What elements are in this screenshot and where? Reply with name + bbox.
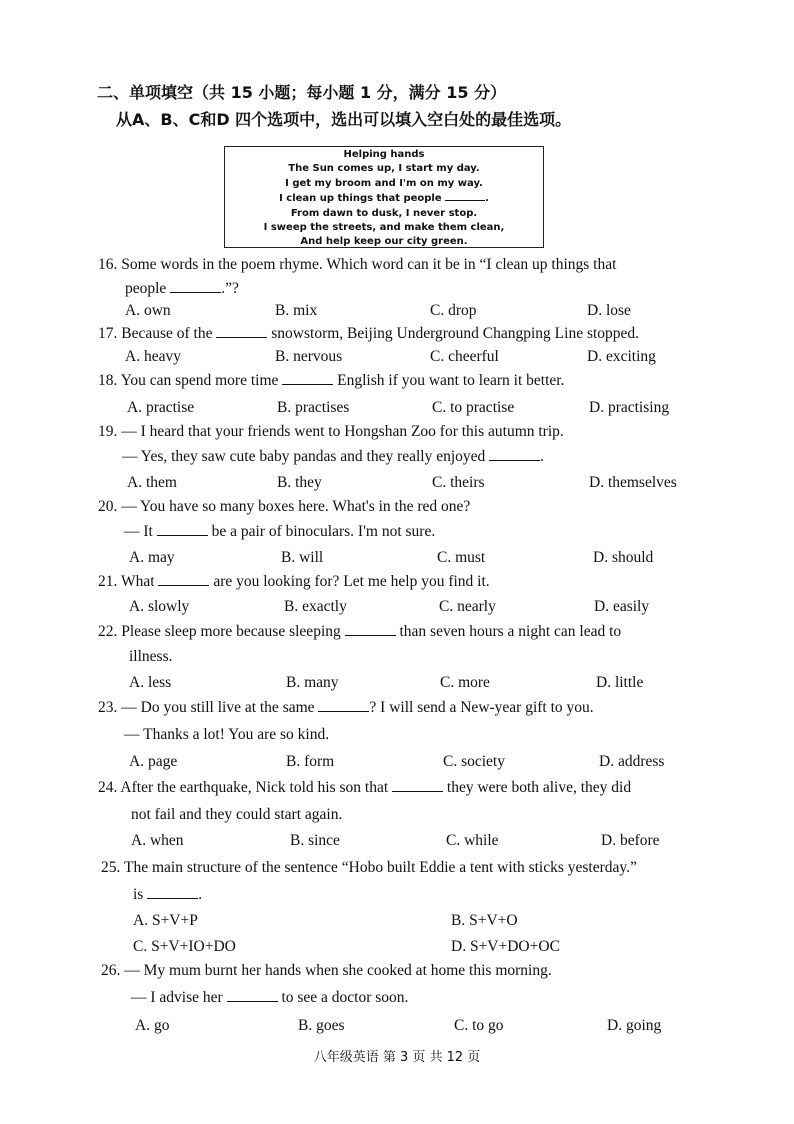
question-stem: 21. What are you looking for? Let me help you find it. xyxy=(98,573,490,590)
question-number: 21. xyxy=(98,573,121,590)
answer-option: C. to practise xyxy=(432,399,515,416)
answer-option: B. will xyxy=(281,549,324,566)
answer-option: A. S+V+P xyxy=(133,912,198,929)
poem-line: I get my broom and I'm on my way. xyxy=(285,177,483,189)
question-stem-continued: not fail and they could start again. xyxy=(131,806,343,823)
answer-option: B. exactly xyxy=(284,598,347,615)
answer-option: C. while xyxy=(446,832,499,849)
poem-line: From dawn to dusk, I never stop. xyxy=(290,207,478,219)
answer-blank xyxy=(489,448,540,461)
question-stem: 20. — You have so many boxes here. What's in the red one? xyxy=(98,498,471,515)
answer-option: D. little xyxy=(596,674,644,691)
answer-blank xyxy=(157,523,208,536)
question-stem: 18. You can spend more time English if you want to learn it better. xyxy=(98,372,565,389)
question-stem: 23. — Do you still live at the same ? I will send a New-year gift to you. xyxy=(98,699,594,716)
answer-option: B. form xyxy=(286,753,335,770)
question-stem: 22. Please sleep more because sleeping than seven hours a night can lead to xyxy=(98,623,622,640)
answer-option: D. before xyxy=(601,832,660,849)
answer-option: D. lose xyxy=(587,302,631,319)
poem-line: I sweep the streets, and make them clean, xyxy=(263,222,505,234)
poem-line: And help keep our city green. xyxy=(300,236,468,248)
answer-blank xyxy=(147,886,198,899)
answer-option: C. to go xyxy=(454,1017,504,1034)
answer-option: A. page xyxy=(129,753,178,770)
answer-blank xyxy=(282,372,333,385)
answer-option: C. society xyxy=(443,753,505,770)
answer-blank xyxy=(158,573,209,586)
answer-option: B. since xyxy=(290,832,340,849)
question-number: 24. xyxy=(98,779,121,796)
answer-option: B. practises xyxy=(277,399,350,416)
question-number: 22. xyxy=(98,623,122,640)
answer-option: A. may xyxy=(129,549,175,566)
question-number: 16. xyxy=(98,256,122,273)
poem-box xyxy=(224,146,544,248)
answer-option: B. goes xyxy=(298,1017,345,1034)
answer-option: C. must xyxy=(437,549,486,566)
question-number: 23. xyxy=(98,699,122,716)
answer-option: D. going xyxy=(607,1017,662,1034)
question-stem-continued: people .”? xyxy=(125,280,239,297)
answer-option: D. S+V+DO+OC xyxy=(451,938,560,955)
poem-title: Helping hands xyxy=(343,149,425,160)
question-number: 26. xyxy=(101,962,125,979)
question-stem-continued: — It be a pair of binoculars. I'm not sure. xyxy=(124,523,436,540)
question-stem-continued: — Thanks a lot! You are so kind. xyxy=(124,726,330,743)
answer-option: A. slowly xyxy=(129,598,190,615)
section-instruction: 从A、B、C和D 四个选项中，选出可以填入空白处的最佳选项。 xyxy=(116,110,572,129)
answer-option: C. more xyxy=(440,674,490,691)
section-title: 二、单项填空（共 15 小题；每小题 1 分，满分 15 分） xyxy=(97,83,507,102)
answer-option: C. drop xyxy=(430,302,477,319)
answer-option: C. S+V+IO+DO xyxy=(133,938,236,955)
answer-option: B. mix xyxy=(275,302,318,319)
question-stem: 25. The main structure of the sentence “Hobo built Eddie a tent with sticks yesterday.” xyxy=(101,859,637,876)
answer-option: A. less xyxy=(129,674,172,691)
answer-blank xyxy=(216,325,267,338)
question-number: 25. xyxy=(101,859,124,876)
answer-option: A. own xyxy=(125,302,171,319)
answer-option: C. theirs xyxy=(432,474,485,491)
question-stem: 16. Some words in the poem rhyme. Which word can it be in “I clean up things that xyxy=(98,256,617,273)
question-number: 17. xyxy=(98,325,122,342)
answer-option: A. them xyxy=(127,474,177,491)
answer-option: A. practise xyxy=(127,399,195,416)
answer-blank xyxy=(170,280,221,293)
answer-option: D. themselves xyxy=(589,474,677,491)
answer-option: D. address xyxy=(599,753,665,770)
answer-option: D. should xyxy=(593,549,654,566)
answer-blank xyxy=(392,779,443,792)
poem-line: The Sun comes up, I start my day. xyxy=(288,163,480,175)
question-number: 18. xyxy=(98,372,121,389)
answer-option: A. go xyxy=(135,1017,170,1034)
question-stem: 19. — I heard that your friends went to Hongshan Zoo for this autumn trip. xyxy=(98,423,564,440)
question-stem: 17. Because of the snowstorm, Beijing Underground Changping Line stopped. xyxy=(98,325,640,342)
question-stem-continued: is . xyxy=(133,886,203,903)
answer-option: C. cheerful xyxy=(430,348,499,365)
question-stem: 24. After the earthquake, Nick told his son that they were both alive, they did xyxy=(98,779,632,796)
answer-option: A. heavy xyxy=(125,348,181,365)
answer-blank xyxy=(227,989,278,1002)
page-footer: 八年级英语 第 3 页 共 12 页 xyxy=(313,1050,481,1065)
answer-option: C. nearly xyxy=(439,598,496,615)
answer-option: D. easily xyxy=(594,598,650,615)
answer-blank xyxy=(318,699,369,712)
poem-line: I clean up things that people . xyxy=(279,193,489,205)
question-stem-continued: — Yes, they saw cute baby pandas and they really enjoyed . xyxy=(122,448,545,465)
answer-option: B. many xyxy=(286,674,339,691)
answer-option: D. exciting xyxy=(587,348,656,365)
answer-option: B. nervous xyxy=(275,348,343,365)
answer-blank xyxy=(445,191,485,201)
answer-option: B. S+V+O xyxy=(451,912,518,929)
question-number: 20. xyxy=(98,498,122,515)
question-stem-continued: — I advise her to see a doctor soon. xyxy=(131,989,409,1006)
answer-option: B. they xyxy=(277,474,322,491)
question-stem-continued: illness. xyxy=(129,648,173,665)
answer-option: A. when xyxy=(131,832,184,849)
answer-option: D. practising xyxy=(589,399,670,416)
answer-blank xyxy=(345,623,396,636)
question-number: 19. xyxy=(98,423,122,440)
question-stem: 26. — My mum burnt her hands when she cooked at home this morning. xyxy=(101,962,552,979)
